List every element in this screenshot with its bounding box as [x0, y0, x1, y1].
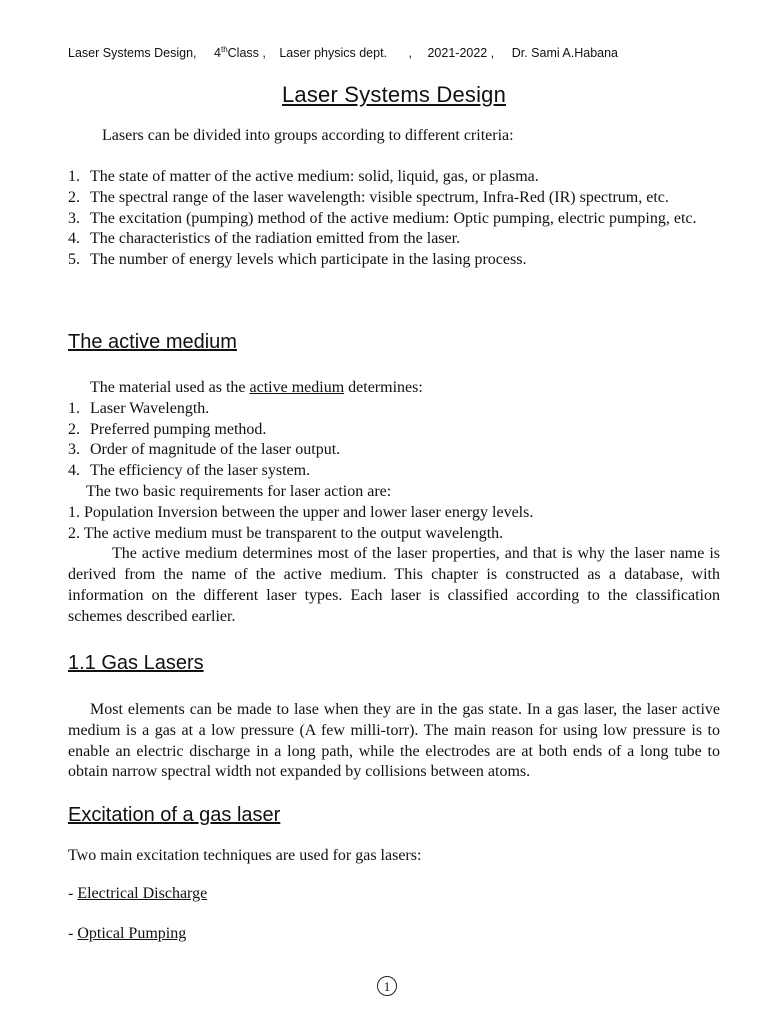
list-item: 1. Laser Wavelength.: [68, 399, 210, 417]
active-medium-paragraph: The active medium determines most of the laser properties, and that is why the laser name is derived from the name of the active medium. This chapter is constructed as a database, with information on the different laser types. Each laser is classified according to the classification schemes described earlier.: [68, 545, 720, 625]
header-dept: Laser physics dept.: [279, 46, 388, 60]
header-course: Laser Systems Design,: [68, 46, 197, 60]
technique-optical-pumping: Optical Pumping: [77, 925, 187, 942]
list-item: 3. Order of magnitude of the laser output.: [68, 441, 341, 459]
running-header: [68, 46, 728, 60]
requirement-item: 1. Population Inversion between the upper and lower laser energy levels.: [68, 503, 534, 521]
section-heading-excitation: Excitation of a gas laser: [68, 804, 281, 826]
header-year: 2021-2022 ,: [427, 46, 495, 60]
header-author: Dr. Sami A.Habana: [511, 46, 619, 60]
criteria-list: [68, 167, 720, 271]
gas-lasers-paragraph: Most elements can be made to lase when they are in the gas state. In a gas laser, the laser active medium is a gas at a low pressure (A few milli-torr). The main reason for using low pressure is to enable an electric discharge in a long path, while the electrodes are at both ends of a long tube to obtain narrow spectral width not expanded by collisions between atoms.: [68, 701, 720, 781]
page-title: Laser Systems Design: [281, 82, 507, 107]
intro-paragraph: Lasers can be divided into groups according to different criteria:: [102, 127, 514, 144]
header-class: 4thClass ,: [214, 44, 266, 60]
list-item: 3. The excitation (pumping) method of the active medium: Optic pumping, electric pumping, etc.: [68, 209, 697, 227]
active-medium-link: active medium: [249, 379, 345, 396]
technique-electrical-discharge: Electrical Discharge: [77, 885, 208, 902]
active-medium-section: [68, 378, 720, 628]
header-separator: ,: [408, 46, 412, 60]
technique-item: - Electrical Discharge: [68, 885, 208, 902]
page-number: 1: [377, 976, 397, 996]
list-item: 4. The efficiency of the laser system.: [68, 462, 311, 480]
list-item: 4. The characteristics of the radiation emitted from the laser.: [68, 230, 461, 248]
active-medium-lead: The material used as the active medium determines:: [90, 379, 423, 396]
section-heading-gas-lasers: 1.1 Gas Lasers: [68, 652, 204, 674]
excitation-intro: Two main excitation techniques are used for gas lasers:: [68, 847, 422, 864]
list-item: 2. Preferred pumping method.: [68, 420, 267, 438]
section-heading-active-medium: The active medium: [68, 331, 237, 353]
list-item: 2. The spectral range of the laser wavelength: visible spectrum, Infra-Red (IR) spectrum, etc.: [68, 188, 669, 206]
technique-item: - Optical Pumping: [68, 925, 187, 942]
requirements-intro: The two basic requirements for laser action are:: [86, 482, 392, 500]
list-item: 1. The state of matter of the active medium: solid, liquid, gas, or plasma.: [68, 168, 539, 185]
list-item: 5. The number of energy levels which participate in the lasing process.: [68, 251, 527, 269]
requirement-item: 2. The active medium must be transparent to the output wavelength.: [68, 524, 504, 542]
